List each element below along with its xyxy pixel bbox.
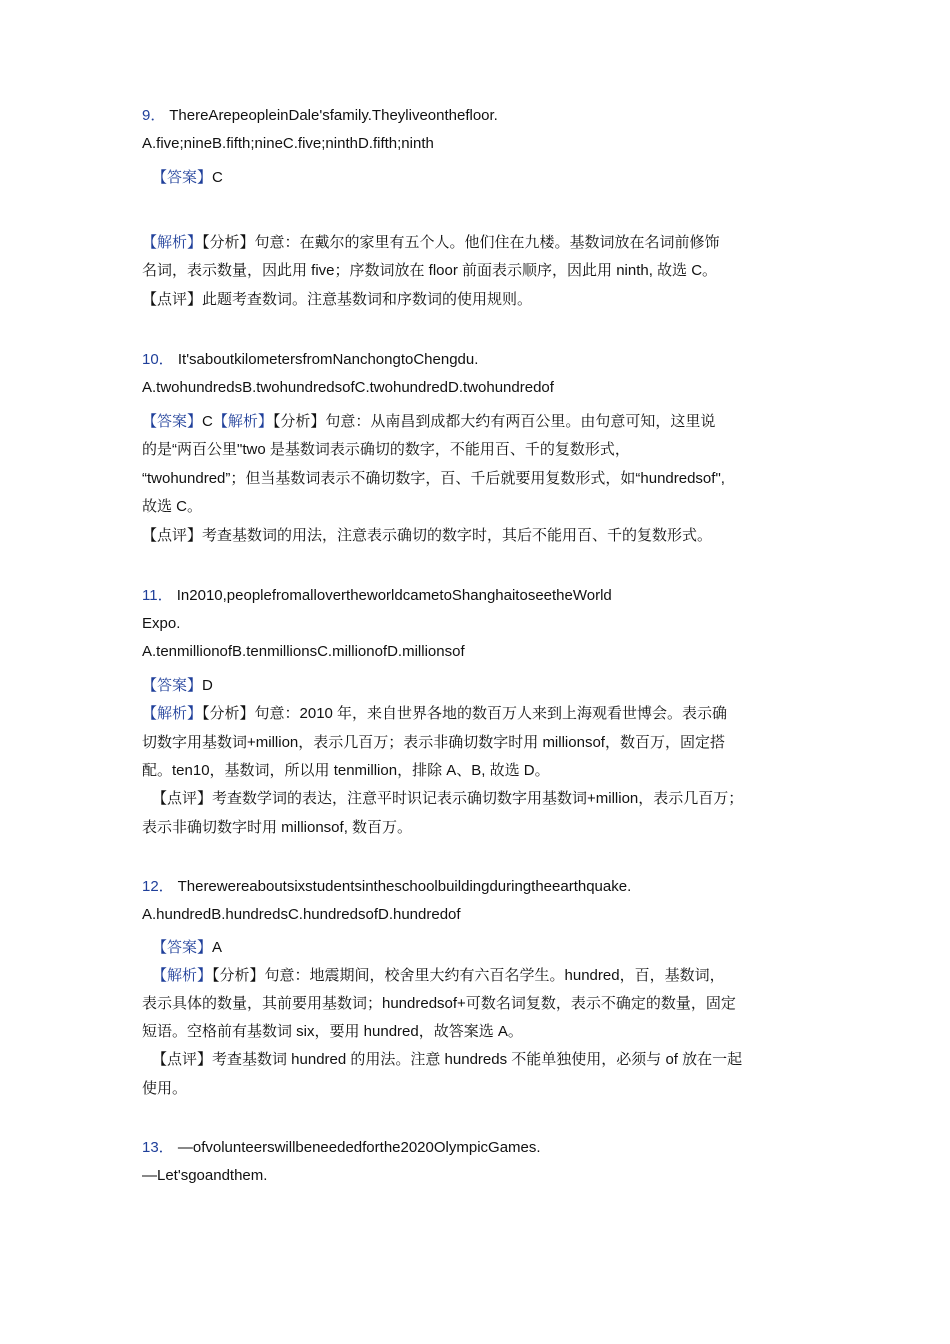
question-10-analysis-line-2: 的是“两百公里"two 是基数词表示确切的数字，不能用百、千的复数形式， [142, 441, 630, 458]
question-9-analysis-line-1 [142, 233, 822, 253]
question-number: 10． [142, 351, 174, 368]
question-13-stem-line-2: —Let'sgoandthem. [142, 1167, 268, 1184]
question-11-analysis-line-3: 配。ten10，基数词，所以用 tenmillion，排除 A、B, 故选 D。 [142, 762, 550, 779]
question-11-stem-line-2: Expo. [142, 615, 181, 632]
question-text: —ofvolunteerswillbeneededforthe2020OlympicGames. [177, 1139, 541, 1156]
question-10-stem [142, 350, 822, 370]
question-11-comment-line-1: 【点评】考查数学词的表达，注意平时识记表示确切数字用基数词+million，表示几百万； [152, 790, 744, 807]
question-11-comment-line-2: 表示非确切数字时用 millionsof, 数百万。 [142, 819, 413, 836]
question-9-analysis-line-2: 名词，表示数量，因此用 five；序数词放在 floor 前面表示顺序，因此用 ninth, 故选 C。 [142, 262, 718, 279]
question-13-stem [142, 1138, 822, 1158]
question-9-options: A.five;nineB.fifth;nineC.five;ninthD.fifth;ninth [142, 135, 434, 152]
question-12-options: A.hundredB.hundredsC.hundredsofD.hundredof [142, 906, 461, 923]
question-10-answer-analysis [142, 412, 822, 432]
question-text: Therewereaboutsixstudentsintheschoolbuildingduringtheearthquake. [177, 878, 632, 895]
answer-value: C [212, 169, 223, 186]
question-12-analysis-line-3: 短语。空格前有基数词 six，要用 hundred，故答案选 A。 [142, 1023, 523, 1040]
analysis-text: 【分析】句意：在戴尔的家里有五个人。他们住在九楼。基数词放在名词前修饰 [202, 234, 720, 251]
question-11-options: A.tenmillionofB.tenmillionsC.millionofD.millionsof [142, 643, 465, 660]
question-text: It'saboutkilometersfromNanchongtoChengdu. [177, 351, 479, 368]
answer-tag: 【答案】 [152, 939, 213, 956]
answer-value: C [202, 413, 213, 430]
question-number: 9． [142, 107, 166, 124]
question-number: 12． [142, 878, 174, 895]
answer-tag: 【答案】 [152, 169, 213, 186]
question-10-comment: 【点评】考查基数词的用法，注意表示确切的数字时，其后不能用百、千的复数形式。 [142, 527, 713, 544]
question-12-comment-line-2: 使用。 [142, 1080, 188, 1097]
question-number: 13． [142, 1139, 174, 1156]
question-9-stem [142, 106, 822, 126]
question-11-analysis-line-2: 切数字用基数词+million，表示几百万；表示非确切数字时用 millionsof，数百万，固定搭 [142, 734, 725, 751]
question-12-analysis-line-2: 表示具体的数量，其前要用基数词；hundredsof+可数名词复数，表示不确定的数量，固定 [142, 995, 736, 1012]
question-12-answer [152, 938, 832, 958]
analysis-text: 【分析】句意：地震期间，校舍里大约有六百名学生。hundred，百，基数词， [212, 967, 725, 984]
answer-tag: 【答案】 [142, 413, 203, 430]
answer-value: D [202, 677, 213, 694]
question-12-stem [142, 877, 822, 897]
question-number: 11． [142, 587, 173, 604]
analysis-tag: 【解析】 [152, 967, 213, 984]
analysis-text: 【分析】句意：从南昌到成都大约有两百公里。由句意可知，这里说 [272, 413, 716, 430]
question-12-analysis-line-1 [152, 966, 832, 986]
question-11-stem [142, 586, 822, 606]
analysis-text: 【分析】句意：2010 年，来自世界各地的数百万人来到上海观看世博会。表示确 [202, 705, 728, 722]
analysis-tag: 【解析】 [212, 413, 273, 430]
question-12-comment-line-1: 【点评】考查基数词 hundred 的用法。注意 hundreds 不能单独使用，必须与 of 放在一起 [152, 1051, 743, 1068]
question-10-options: A.twohundredsB.twohundredsofC.twohundredD.twohundredof [142, 379, 554, 396]
question-11-answer [142, 676, 822, 696]
answer-value: A [212, 939, 223, 956]
question-10-analysis-line-3: “twohundred”；但当基数词表示不确切数字，百、千后就要用复数形式，如“hundredsof", [142, 470, 725, 487]
question-text: ThereArepeopleinDale'sfamily.Theyliveonthefloor. [169, 107, 498, 124]
question-11-analysis-line-1 [142, 704, 822, 724]
answer-tag: 【答案】 [142, 677, 203, 694]
question-text: In2010,peoplefromallovertheworldcametoShanghaitoseetheWorld [176, 587, 612, 604]
analysis-tag: 【解析】 [142, 705, 203, 722]
analysis-tag: 【解析】 [142, 234, 203, 251]
question-9-answer [152, 168, 832, 188]
question-10-analysis-line-4: 故选 C。 [142, 498, 203, 515]
question-9-comment: 【点评】此题考查数词。注意基数词和序数词的使用规则。 [142, 291, 533, 308]
